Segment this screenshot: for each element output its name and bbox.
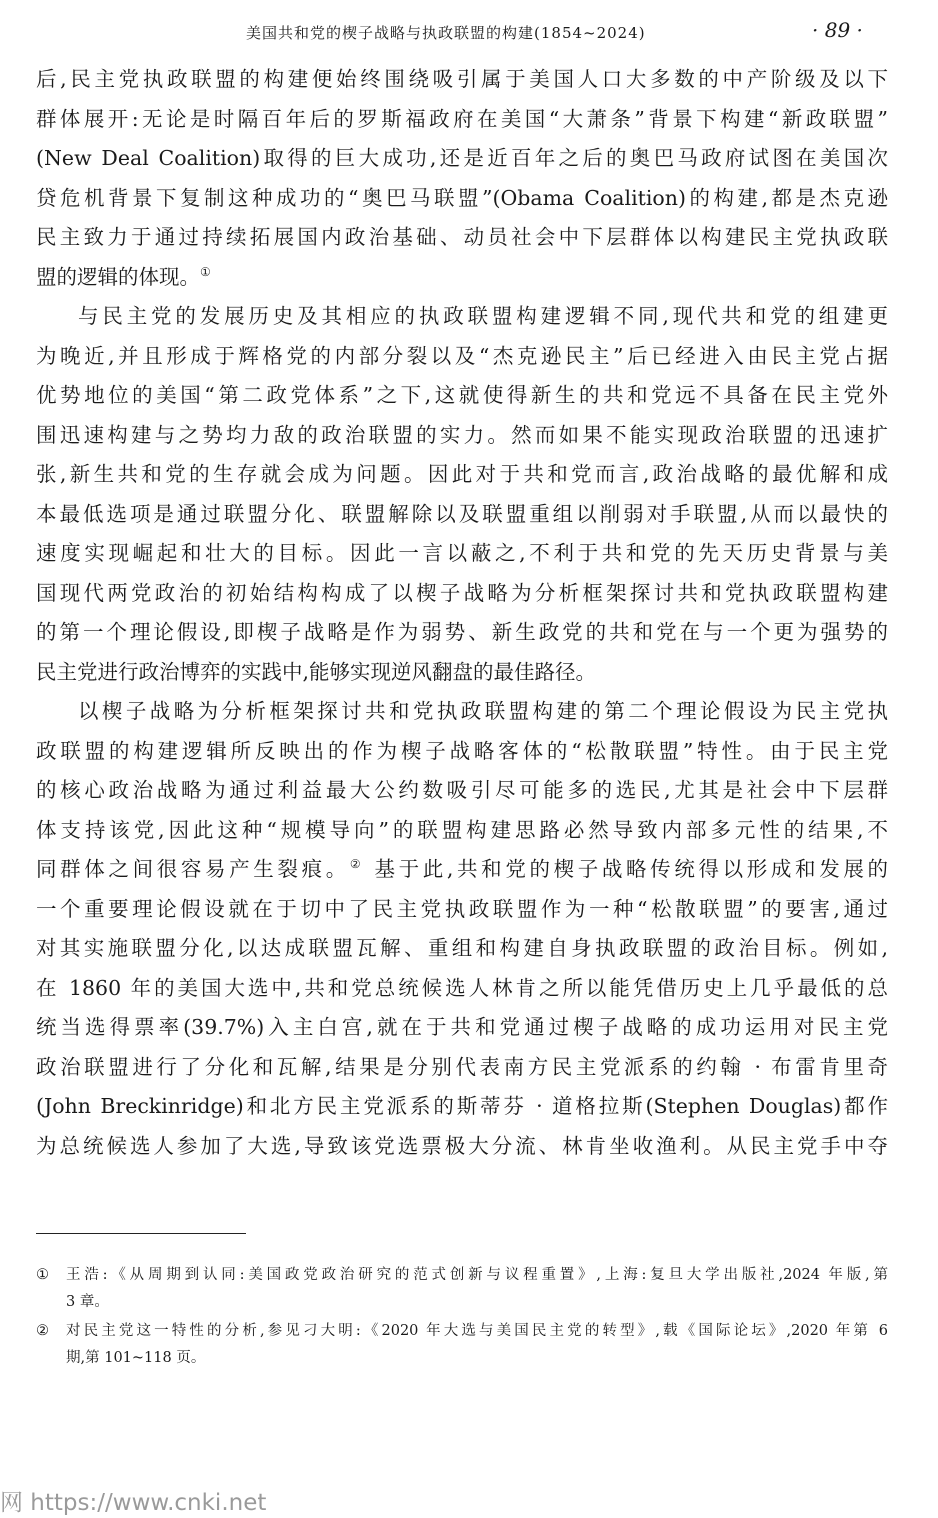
footnotes: [36, 1262, 888, 1374]
text-line: 贷危机背景下复制这种成功的“奥巴马联盟”(Obama Coalition)的构建,都是杰克逊: [36, 185, 888, 210]
footnote-2: [36, 1318, 888, 1372]
text-line: 一个重要理论假设就在于切中了民主党执政联盟作为一种“松散联盟”的要害,通过: [36, 896, 888, 921]
footnote-line: 期,第 101~118 页。: [66, 1350, 206, 1366]
text-line: 速度实现崛起和壮大的目标。因此一言以蔽之,不利于共和党的先天历史背景与美: [36, 541, 888, 565]
text-fragment: 基于此,共和党的楔子战略传统得以形成和发展的: [364, 857, 888, 881]
paragraph-2: [36, 297, 888, 692]
text-line: 在 1860 年的美国大选中,共和党总统候选人林肯之所以能凭借历史上几乎最低的总: [36, 975, 888, 1000]
text-line: 围迅速构建与之势均力敌的政治联盟的实力。然而如果不能实现政治联盟的迅速扩: [36, 422, 888, 447]
footnote-ref-2[interactable]: ②: [349, 857, 365, 871]
text-line: 政联盟的构建逻辑所反映出的作为楔子战略客体的“松散联盟”特性。由于民主党: [36, 738, 888, 763]
text-line: 民主致力于通过持续拓展国内政治基础、动员社会中下层群体以构建民主党执政联: [36, 225, 888, 249]
text-line: 国现代两党政治的初始结构构成了以楔子战略为分析框架探讨共和党执政联盟构建: [36, 580, 888, 605]
paragraph-3: [36, 692, 888, 1166]
body-text: [36, 60, 888, 1166]
footnote-mark: ①: [36, 1267, 49, 1283]
footnote-mark: ②: [36, 1323, 49, 1339]
text-line: (John Breckinridge)和北方民主党派系的斯蒂芬 · 道格拉斯(Stephen Douglas)都作: [36, 1094, 888, 1118]
footnote-line: 王浩:《从周期到认同:美国政党政治研究的范式创新与议程重置》,上海:复旦大学出版社,2024 年版,第: [66, 1267, 888, 1283]
text-line: 体支持该党,因此这种“规模导向”的联盟构建思路必然导致内部多元性的结果,不: [36, 817, 888, 842]
footnote-line: 3 章。: [66, 1294, 109, 1310]
text-line: 群体展开:无论是时隔百年后的罗斯福政府在美国“大萧条”背景下构建“新政联盟”: [36, 106, 888, 131]
text-line: [36, 850, 888, 890]
text-line: 后,民主党执政联盟的构建便始终围绕吸引属于美国人口大多数的中产阶级及以下: [36, 67, 888, 91]
footnote-1: [36, 1262, 888, 1316]
text-line: 优势地位的美国“第二政党体系”之下,这就使得新生的共和党远不具备在民主党外: [36, 383, 888, 407]
text-fragment: 盟的逻辑的体现。: [36, 264, 200, 289]
text-line: 为晚近,并且形成于辉格党的内部分裂以及“杰克逊民主”后已经进入由民主党占据: [36, 343, 888, 368]
text-line: 统当选得票率(39.7%)入主白宫,就在于共和党通过楔子战略的成功运用对民主党: [36, 1015, 888, 1039]
running-header: [0, 18, 938, 52]
text-line: 的核心政治战略为通过利益最大公约数吸引尽可能多的选民,尤其是社会中下层群: [36, 778, 888, 802]
text-line: [36, 258, 888, 298]
page-number: · 89 ·: [812, 18, 863, 42]
text-line: (New Deal Coalition)取得的巨大成功,还是近百年之后的奥巴马政府试图在美国次: [36, 146, 888, 170]
site-watermark: 网 https://www.cnki.net: [0, 1490, 267, 1516]
footnote-divider: [36, 1233, 246, 1234]
text-line: 的第一个理论假设,即楔子战略是作为弱势、新生政党的共和党在与一个更为强势的: [36, 620, 888, 644]
text-line: 本最低选项是通过联盟分化、联盟解除以及联盟重组以削弱对手联盟,从而以最快的: [36, 501, 888, 526]
text-fragment: 同群体之间很容易产生裂痕。: [36, 857, 350, 881]
text-line: 张,新生共和党的生存就会成为问题。因此对于共和党而言,政治战略的最优解和成: [36, 462, 888, 486]
text-line: 民主党进行政治博弈的实践中,能够实现逆风翻盘的最佳路径。: [36, 659, 597, 684]
text-line: 政治联盟进行了分化和瓦解,结果是分别代表南方民主党派系的约翰 · 布雷肯里奇: [36, 1054, 888, 1079]
text-line: 为总统候选人参加了大选,导致该党选票极大分流、林肯坐收渔利。从民主党手中夺: [36, 1133, 888, 1158]
footnote-ref-1[interactable]: ①: [200, 264, 211, 279]
running-title: 美国共和党的楔子战略与执政联盟的构建(1854~2024): [246, 24, 646, 42]
footnote-line: 对民主党这一特性的分析,参见刁大明:《2020 年大选与美国民主党的转型》,载《国际论坛》,2020 年第 6: [66, 1323, 888, 1339]
text-line: 以楔子战略为分析框架探讨共和党执政联盟构建的第二个理论假设为民主党执: [78, 699, 888, 723]
text-line: 与民主党的发展历史及其相应的执政联盟构建逻辑不同,现代共和党的组建更: [78, 304, 888, 328]
text-line: 对其实施联盟分化,以达成联盟瓦解、重组和构建自身执政联盟的政治目标。例如,: [36, 936, 888, 960]
paragraph-1: [36, 60, 888, 297]
